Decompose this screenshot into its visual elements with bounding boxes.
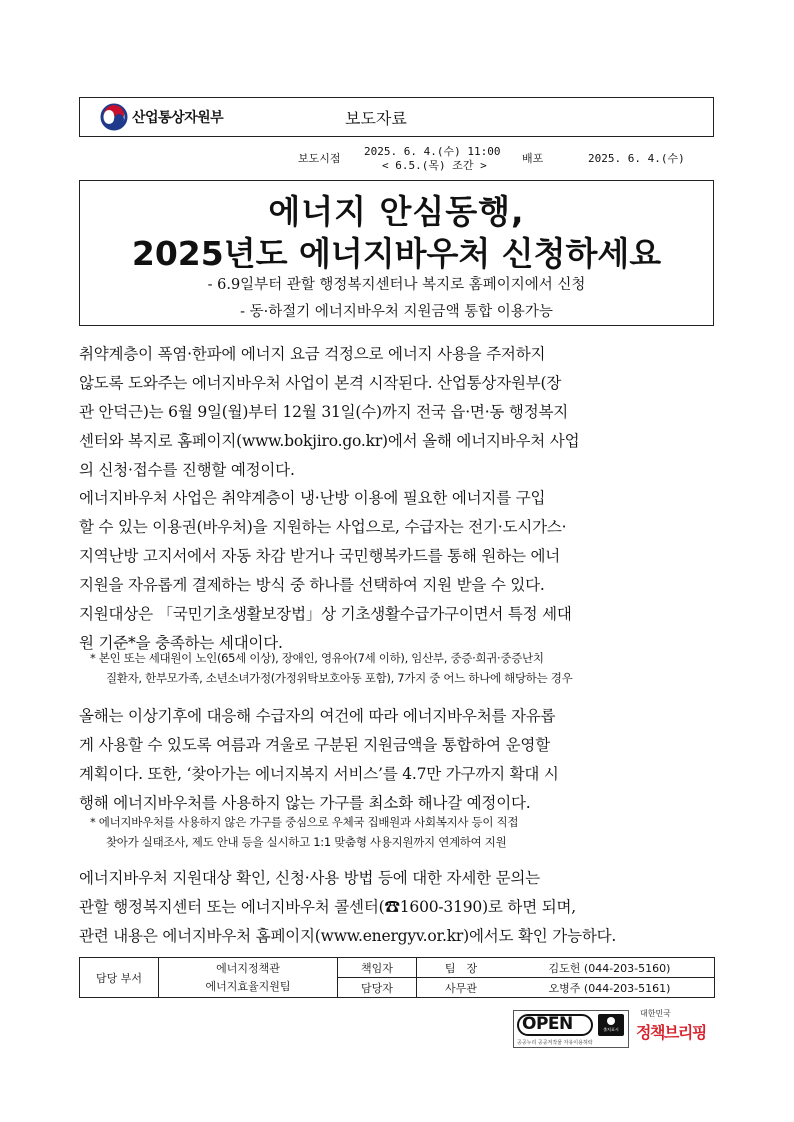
paragraph-2	[79, 484, 719, 658]
ministry-logo	[100, 102, 280, 132]
footnote-2	[90, 812, 720, 852]
footnote-line: 질환자, 한부모가족, 소년소녀가정(가정위탁보호아동 포함), 7가지 중 어느 하나에 해당하는 경우	[106, 671, 573, 685]
footnote-line: * 에너지바우처를 사용하지 않은 가구를 중심으로 우체국 집배원과 사회복지사 등이 직접	[90, 815, 519, 829]
distribution-label: 배포	[522, 152, 544, 165]
paragraph-line: 지원을 자유롭게 결제하는 방식 중 하나를 선택하여 지원 받을 수 있다.	[79, 576, 545, 594]
paragraph-line: 계획이다. 또한, ‘찾아가는 에너지복지 서비스’를 4.7만 가구까지 확대 시	[79, 765, 559, 783]
paragraph-line: 게 사용할 수 있도록 여름과 겨울로 구분된 지원금액을 통합하여 운영할	[79, 736, 550, 754]
korea-policy-briefing-logo	[636, 1008, 720, 1050]
paragraph-line: 관 안덕근)는 6월 9일(월)부터 12월 31일(수)까지 전국 읍·면·동 행정복지	[79, 403, 569, 421]
paragraph-line: 않도록 도와주는 에너지바우처 사업이 본격 시작된다. 산업통상자원부(장	[79, 374, 562, 392]
release-time-label: 보도시점	[298, 152, 341, 165]
paragraph-4	[79, 864, 719, 951]
paragraph-line: 에너지바우처 사업은 취약계층이 냉·난방 이용에 필요한 에너지를 구입	[79, 489, 546, 507]
kogl-open-badge	[513, 1010, 629, 1048]
dept-label: 담당 부서	[80, 958, 159, 998]
attribution-label: 출처표시	[603, 1027, 619, 1032]
paragraph-line: 관련 내용은 에너지바우처 홈페이지(www.energyv.or.kr)에서도 확인 가능하다.	[79, 927, 617, 945]
paragraph-line: 취약계층이 폭염·한파에 에너지 요금 걱정으로 에너지 사용을 주저하지	[79, 345, 546, 363]
ministry-name: 산업통상자원부	[132, 110, 224, 126]
paragraph-1	[79, 340, 719, 485]
open-logo-text: OPEN	[522, 1014, 573, 1034]
paragraph-line: 에너지바우처 지원대상 확인, 신청·사용 방법 등에 대한 자세한 문의는	[79, 869, 540, 887]
open-caption: 공공누리 공공저작물 자유이용허락	[517, 1040, 593, 1046]
headline-line1: 에너지 안심동행,	[268, 192, 525, 231]
paragraph-3	[79, 702, 719, 818]
korea-small-label: 대한민국	[640, 1009, 671, 1018]
taegeuk-icon	[100, 103, 128, 131]
paragraph-line: 행해 에너지바우처를 사용하지 않는 가구를 최소화 해나갈 예정이다.	[79, 794, 531, 812]
footnote-line: 찾아가 실태조사, 제도 안내 등을 실시하고 1:1 맞춤형 사용지원까지 연계하여 지원	[106, 835, 507, 849]
subtitle-2: - 동·하절기 에너지바우처 지원금액 통합 이용가능	[240, 304, 553, 320]
paragraph-line: 할 수 있는 이용권(바우처)을 지원하는 사업으로, 수급자는 전기·도시가스·	[79, 518, 567, 536]
paragraph-line: 올해는 이상기후에 대응해 수급자의 여건에 따라 에너지바우처를 자유롭	[79, 707, 556, 725]
footnote-1	[90, 648, 720, 688]
doc-type-label: 보도자료	[345, 109, 407, 128]
release-time-value: 2025. 6. 4.(수) 11:00	[364, 145, 501, 158]
person-cell: 김도헌 (044-203-5160)	[505, 958, 715, 978]
paragraph-line: 지원대상은 「국민기초생활보장법」상 기초생활수급가구이면서 특정 세대	[79, 605, 572, 623]
paragraph-line: 센터와 복지로 홈페이지(www.bokjiro.go.kr)에서 올해 에너지바우처 사업	[79, 432, 580, 450]
paragraph-line: 관할 행정복지센터 또는 에너지바우처 콜센터(☎1600-3190)로 하면 되며,	[79, 898, 576, 916]
title-cell: 사무관	[417, 978, 506, 998]
role-cell: 담당자	[338, 978, 417, 998]
subtitle-1: - 6.9일부터 관할 행정복지센터나 복지로 홈페이지에서 신청	[207, 277, 586, 293]
person-cell: 오병주 (044-203-5161)	[505, 978, 715, 998]
title-cell: 팀 장	[417, 958, 506, 978]
release-paper-value: < 6.5.(목) 조간 >	[382, 159, 487, 172]
dept-names	[159, 958, 338, 998]
role-cell: 책임자	[338, 958, 417, 978]
paragraph-line: 의 신청·접수를 진행할 예정이다.	[79, 461, 295, 479]
attribution-icon	[598, 1014, 624, 1036]
policy-briefing-brand: 정책브리핑	[636, 1023, 706, 1042]
contact-table	[79, 957, 715, 998]
distribution-value: 2025. 6. 4.(수)	[588, 152, 685, 165]
headline-line2: 2025년도 에너지바우처 신청하세요	[131, 234, 662, 273]
footnote-line: * 본인 또는 세대원이 노인(65세 이상), 장애인, 영유아(7세 이하), 임산부, 중증·희귀·중증난치	[90, 651, 544, 665]
paragraph-line: 지역난방 고지서에서 자동 차감 받거나 국민행복카드를 통해 원하는 에너	[79, 547, 561, 565]
dept-name-2: 에너지효율지원팀	[205, 979, 291, 993]
paragraph-line: 원 기준*을 충족하는 세대이다.	[79, 634, 283, 652]
dept-name-1: 에너지정책관	[216, 961, 280, 975]
